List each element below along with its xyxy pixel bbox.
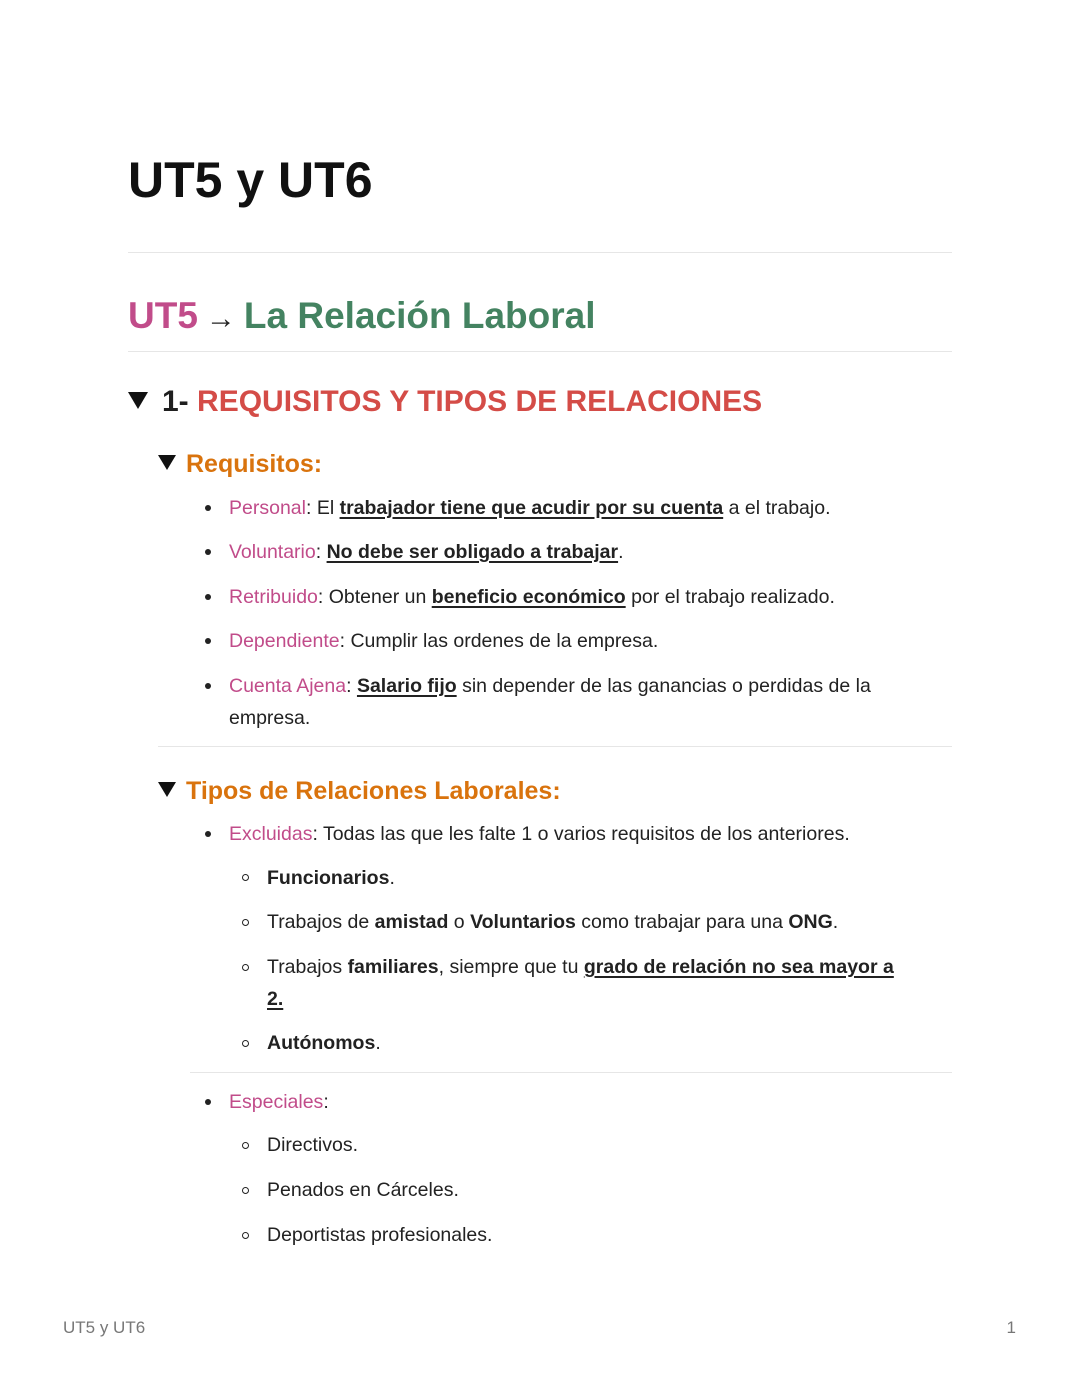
sub-item-directivos: Directivos.: [267, 1134, 359, 1156]
footer-title: UT5 y UT6: [63, 1318, 146, 1337]
section-heading-ut5: [128, 293, 596, 342]
toggle-heading-tipos[interactable]: [158, 774, 561, 808]
text: o: [448, 911, 471, 933]
toggle-heading-requisitos[interactable]: [158, 447, 322, 481]
term: Especiales: [229, 1091, 324, 1113]
list-item-excluidas: [229, 818, 850, 850]
circle-bullet-icon: [242, 874, 249, 881]
emphasis: 2.: [267, 988, 284, 1010]
text: Obtener un: [328, 586, 432, 608]
text: Trabajos de: [267, 911, 375, 933]
emphasis: trabajador tiene que acudir por su cuenta: [339, 497, 724, 519]
text: por el trabajo realizado.: [625, 586, 835, 608]
sub-item-amistad: [267, 906, 838, 938]
bullet-icon: [205, 638, 211, 644]
separator: :: [346, 675, 357, 697]
separator: :: [323, 1091, 329, 1113]
list-item-personal: [229, 492, 831, 524]
page-number: 1: [1006, 1318, 1016, 1337]
toggle-heading-requisitos-tipos[interactable]: [128, 382, 762, 422]
bullet-icon: [205, 1099, 211, 1105]
circle-bullet-icon: [242, 1232, 249, 1239]
heading-text: REQUISITOS Y TIPOS DE RELACIONES: [197, 385, 763, 418]
sub-item-deportistas: Deportistas profesionales.: [267, 1224, 493, 1246]
heading-code: UT5: [128, 295, 198, 336]
list-divider: [190, 1072, 952, 1073]
sub-item-autonomos: [267, 1027, 381, 1059]
toggle-divider: [158, 746, 952, 747]
page-title: UT5 y UT6: [128, 152, 373, 208]
separator: :: [312, 823, 323, 845]
circle-bullet-icon: [242, 1040, 249, 1047]
text: como trabajar para una: [575, 911, 789, 933]
text: .: [618, 541, 624, 563]
list-item-dependiente: [229, 625, 658, 657]
list-item-retribuido: [229, 581, 835, 613]
toggle-triangle-icon[interactable]: [158, 782, 176, 797]
term: Voluntario: [229, 541, 316, 563]
emphasis: grado de relación no sea mayor a: [583, 956, 894, 978]
term: Excluidas: [229, 823, 313, 845]
term: Dependiente: [229, 630, 340, 652]
separator: :: [317, 586, 329, 608]
heading-text: La Relación Laboral: [243, 295, 596, 336]
bullet-icon: [205, 594, 211, 600]
text: Todas las que les falte 1 o varios requisitos de los anteriores.: [322, 823, 850, 845]
bullet-icon: [205, 505, 211, 511]
arrow-icon: →: [205, 302, 236, 335]
toggle-triangle-icon[interactable]: [158, 455, 176, 470]
heading-text: Tipos de Relaciones Laborales:: [186, 777, 561, 805]
separator: :: [339, 630, 351, 652]
circle-bullet-icon: [242, 964, 249, 971]
circle-bullet-icon: [242, 1187, 249, 1194]
list-item-voluntario: [229, 536, 624, 568]
bold-text: Voluntarios: [470, 911, 576, 933]
text: El: [316, 497, 340, 519]
list-item-especiales: [229, 1086, 329, 1118]
text: .: [832, 911, 839, 933]
list-item-cuenta-ajena: [229, 670, 871, 702]
text: Trabajos: [267, 956, 348, 978]
bullet-icon: [205, 831, 211, 837]
bold-text: amistad: [374, 911, 449, 933]
sub-item-familiares-wrap: [267, 983, 283, 1015]
text: a el trabajo.: [723, 497, 831, 519]
list-item-cuenta-ajena-wrap: empresa.: [229, 707, 311, 729]
emphasis: No debe ser obligado a trabajar: [326, 541, 619, 563]
sub-item-penados: Penados en Cárceles.: [267, 1179, 459, 1201]
text: Cumplir las ordenes de la empresa.: [350, 630, 659, 652]
term: Retribuido: [229, 586, 318, 608]
title-divider: [128, 252, 952, 253]
emphasis: beneficio económico: [431, 586, 626, 608]
text: sin depender de las ganancias o perdidas de la: [456, 675, 871, 697]
sub-item-funcionarios: [267, 862, 395, 894]
text: .: [375, 1032, 381, 1054]
term: Cuenta Ajena: [229, 675, 347, 697]
separator: :: [305, 497, 317, 519]
bullet-icon: [205, 549, 211, 555]
emphasis: Salario fijo: [356, 675, 457, 697]
separator: :: [315, 541, 327, 563]
term: Personal: [229, 497, 306, 519]
text: .: [389, 867, 395, 889]
circle-bullet-icon: [242, 1142, 249, 1149]
heading-text: Requisitos:: [186, 450, 323, 478]
bold-text: familiares: [347, 956, 439, 978]
toggle-triangle-icon[interactable]: [128, 392, 148, 409]
bullet-icon: [205, 683, 211, 689]
bold-text: Funcionarios: [267, 867, 390, 889]
heading-number: 1-: [162, 385, 189, 418]
circle-bullet-icon: [242, 919, 249, 926]
sub-item-familiares: [267, 951, 894, 983]
bold-text: ONG: [788, 911, 833, 933]
heading-divider: [128, 351, 952, 352]
text: , siempre que tu: [438, 956, 584, 978]
bold-text: Autónomos: [267, 1032, 376, 1054]
